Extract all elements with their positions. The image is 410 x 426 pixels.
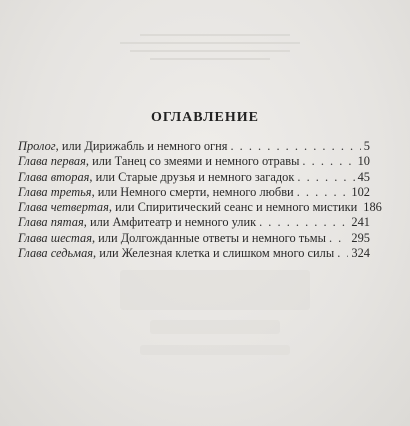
page-number: 241 — [351, 215, 370, 230]
chapter-name: Глава шестая — [18, 230, 92, 245]
chapter-name: Глава четвертая — [18, 200, 109, 215]
chapter-name: Глава первая — [18, 154, 86, 169]
toc-entry: Пролог , или Дирижабль и немного огня . . . 5 — [18, 139, 370, 154]
toc-entry: Глава пятая , или Амфитеатр и немного улик . . . 241 — [18, 215, 370, 230]
toc-title: ОГЛАВЛЕНИЕ — [151, 110, 259, 125]
chapter-name: Пролог — [18, 139, 56, 153]
dot-leader — [302, 154, 354, 169]
chapter-subtitle: или Дирижабль и немного огня — [61, 139, 228, 153]
dot-leader — [329, 231, 348, 246]
dot-leader — [297, 170, 354, 185]
chapter-subtitle: или Железная клетка и слишком много силы — [99, 246, 335, 261]
toc-entry: Глава третья , или Немного смерти, немного любви . . . 102 — [18, 185, 370, 200]
show-through-line — [130, 50, 290, 52]
chapter-subtitle: или Старые друзья и немного загадок — [95, 169, 295, 184]
page-number: 324 — [351, 246, 370, 261]
page-number: 45 — [357, 169, 370, 184]
toc-entry: Глава шестая , или Долгожданные ответы и немного тьмы . . . 295 — [18, 231, 370, 246]
toc-entry: Глава первая , или Танец со змеями и немного отравы . . . 10 — [18, 154, 370, 169]
page-number: 102 — [351, 184, 370, 199]
toc-list — [18, 139, 382, 261]
show-through-line — [140, 34, 290, 36]
dot-leader — [230, 139, 360, 154]
show-through-block — [120, 270, 310, 310]
chapter-name: Глава вторая — [18, 169, 90, 184]
show-through-block — [150, 320, 280, 334]
dot-leader — [297, 185, 349, 200]
toc-entry: Глава вторая , или Старые друзья и немного загадок . . . 45 — [18, 170, 370, 185]
show-through-block — [140, 345, 290, 355]
page-number: 10 — [357, 154, 370, 169]
page-number: 5 — [363, 139, 370, 153]
chapter-name: Глава седьмая — [18, 246, 94, 261]
dot-leader — [337, 246, 348, 261]
page-number: 186 — [363, 200, 382, 215]
toc-entry: Глава седьмая , или Железная клетка и слишком много силы . . . 324 — [18, 246, 370, 261]
chapter-subtitle: или Спиритический сеанс и немного мистики — [115, 200, 358, 215]
show-through-line — [120, 42, 300, 44]
chapter-name: Глава пятая — [18, 215, 84, 230]
chapter-subtitle: или Амфитеатр и немного улик — [89, 215, 257, 230]
chapter-subtitle: или Долгожданные ответы и немного тьмы — [98, 230, 326, 245]
chapter-subtitle: или Танец со змеями и немного отравы — [92, 154, 300, 169]
chapter-name: Глава третья — [18, 184, 92, 199]
toc-entry: Глава четвертая , или Спиритический сеанс и немного мистики 186 — [18, 200, 382, 215]
page-number: 295 — [351, 230, 370, 245]
show-through-line — [150, 58, 270, 60]
chapter-subtitle: или Немного смерти, немного любви — [97, 184, 294, 199]
dot-leader — [259, 215, 348, 230]
